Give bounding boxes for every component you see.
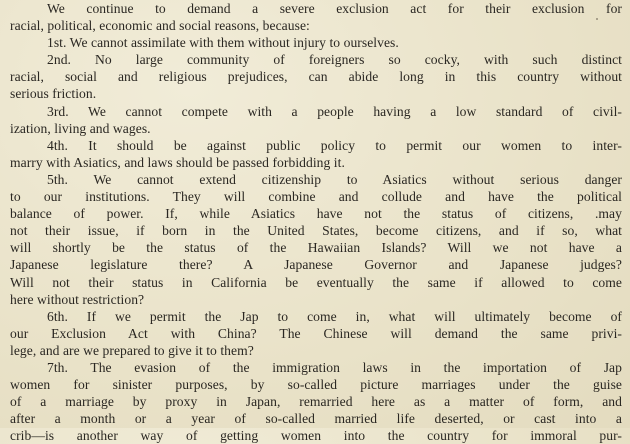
text-line: ization, living and wages. bbox=[10, 120, 151, 136]
text-line: crib—is another way of getting women into the country for immoral pur- bbox=[10, 428, 622, 444]
text-line: of a marriage by proxy in Japan, remarried here as a matter of form, and bbox=[10, 394, 622, 410]
text-line: after a month or a year of so-called married life deserted, or cast into a bbox=[10, 411, 622, 427]
text-line: balance of power. If, while Asiatics have not the status of citizens, .may bbox=[10, 206, 622, 222]
text-line: 1st. We cannot assimilate with them without injury to ourselves. bbox=[47, 35, 399, 51]
text-line: racial, political, economic and social reasons, because: bbox=[10, 18, 310, 34]
text-line: 7th. The evasion of the immigration laws in the importation of Jap bbox=[47, 359, 622, 375]
text-line: 2nd. No large community of foreigners so cocky, with such distinct bbox=[47, 52, 622, 68]
text-line: serious friction. bbox=[10, 86, 97, 102]
text-line: our Exclusion Act with China? The Chinese will demand the same privi- bbox=[10, 325, 622, 341]
text-line: We continue to demand a severe exclusion act for their exclusion for bbox=[47, 1, 622, 16]
text-line: racial, social and religious prejudices, can abide long in this country without bbox=[10, 69, 622, 85]
text-line: will shortly be the status of the Hawaiian Islands? Will we not have a bbox=[10, 240, 622, 256]
text-line: here without restriction? bbox=[10, 291, 145, 307]
document-page bbox=[10, 0, 622, 444]
text-line: to our institutions. They will combine and collude and have the political bbox=[10, 189, 622, 205]
text-line: lege, and are we prepared to give it to them? bbox=[10, 342, 254, 358]
text-line: not their issue, if born in the United States, become citizens, and if so, what bbox=[10, 223, 622, 239]
text-line: 4th. It should be against public policy to permit our women to inter- bbox=[47, 137, 622, 153]
text-line: Will not their status in California be eventually the same if allowed to come bbox=[10, 274, 622, 290]
text-line: 3rd. We cannot compete with a people having a low standard of civil- bbox=[47, 103, 622, 119]
text-line: women for sinister purposes, by so-called picture marriages under the guise bbox=[10, 377, 622, 393]
paper-speck bbox=[596, 18, 598, 20]
text-line: 5th. We cannot extend citizenship to Asiatics without serious danger bbox=[47, 171, 622, 187]
text-line: 6th. If we permit the Jap to come in, what will ultimately become of bbox=[47, 308, 622, 324]
text-line: marry with Asiatics, and laws should be passed forbidding it. bbox=[10, 154, 345, 170]
text-line: Japanese legislature there? A Japanese Governor and Japanese judges? bbox=[10, 257, 622, 273]
